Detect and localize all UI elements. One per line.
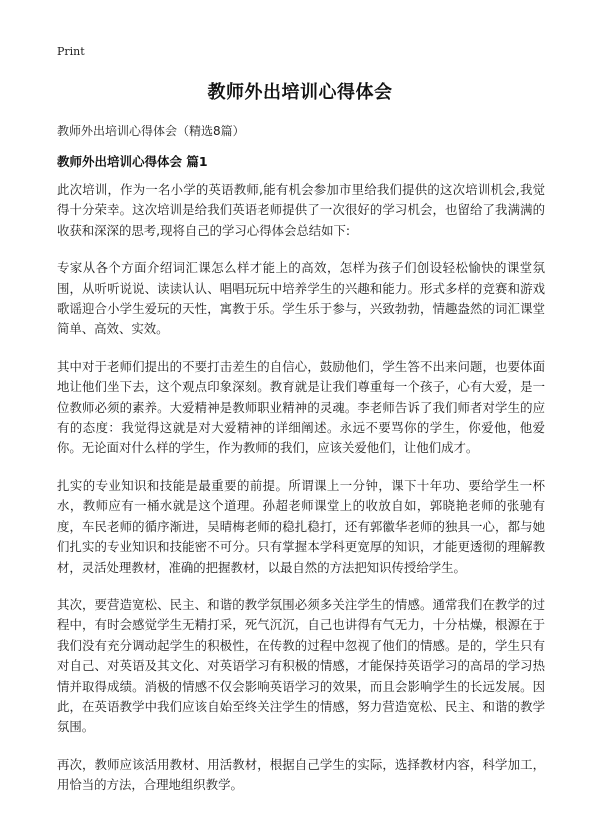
paragraph: 再次，教师应该活用教材、用活教材，根据自己学生的实际，选择教材内容，科学加工，用恰当的方法，合理地组织教学。	[57, 756, 545, 793]
document-title: 教师外出培训心得体会	[207, 82, 393, 103]
paragraph: 此次培训，作为一名小学的英语教师,能有机会参加市里给我们提供的这次培训机会,我觉得十分荣幸。这次培训是给我们英语老师提供了一次很好的学习机会，也留给了我满满的收获和深深的思考,现将自己的学习心得体会总结如下:	[57, 182, 545, 238]
print-link[interactable]: Print	[57, 45, 85, 58]
document-subtitle: 教师外出培训心得体会（精选8篇）	[57, 124, 245, 138]
paragraph: 其次，要营造宽松、民主、和谐的教学氛围必须多关注学生的情感。通常我们在教学的过程中，有时会感觉学生无精打采，死气沉沉，自己也讲得有气无力，十分枯燥，根源在于我们没有充分调动起学生的积极性，在传教的过程中忽视了他们的情感。是的，学生只有对自己、对英语及其文化、对英语学习有积极的情感，才能保持英语学习的高昂的学习热情并取得成绩。消极的情感不仅会影响英语学习的效果，而且会影响学生的长远发展。因此，在英语教学中我们应该自始至终关注学生的情感，努力营造宽松、民主、和谐的教学氛围。	[57, 596, 545, 735]
document-body	[57, 180, 545, 813]
paragraph: 专家从各个方面介绍词汇课怎么样才能上的高效，怎样为孩子们创设轻松愉快的课堂氛围，从听听说说、读读认认、唱唱玩玩中培养学生的兴趣和能力。形式多样的竞赛和游戏歌谣迎合小学生爱玩的天性，寓教于乐。学生乐于参与，兴致勃勃，情趣盎然的词汇课堂简单、高效、实效。	[57, 260, 545, 337]
section-heading: 教师外出培训心得体会 篇1	[57, 154, 208, 169]
paragraph: 其中对于老师们提出的不要打击差生的自信心，鼓励他们，学生答不出来问题，也要体面地让他们坐下去，这个观点印象深刻。教育就是让我们尊重每一个孩子，心有大爱，是一位教师必须的素养。大爱精神是教师职业精神的灵魂。李老师告诉了我们师者对学生的应有的态度：我觉得这就是对大爱精神的详细阐述。永远不要骂你的学生，你爱他，他爱你。无论面对什么样的学生，作为教师的我们，应该关爱他们，让他们成才。	[57, 358, 545, 456]
paragraph: 扎实的专业知识和技能是最重要的前提。所谓课上一分钟，课下十年功、要给学生一杯水，教师应有一桶水就是这个道理。孙超老师课堂上的收放自如，郭晓艳老师的张驰有度，车民老师的循序渐进，吴晴梅老师的稳扎稳打，还有郭徽华老师的独具一心，都与她们扎实的专业知识和技能密不可分。只有掌握本学科更宽厚的知识，才能更透彻的理解教材，灵活处理教材，准确的把握教材，以最自然的方法把知识传授给学生。	[57, 477, 545, 575]
